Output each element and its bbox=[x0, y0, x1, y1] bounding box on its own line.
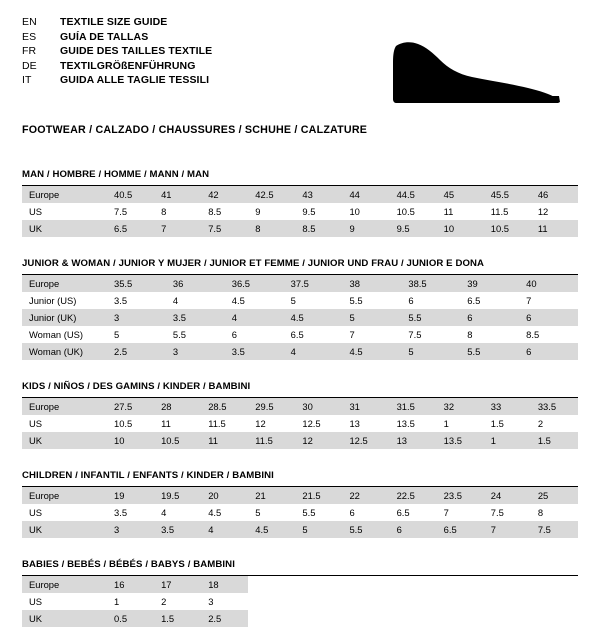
size-cell: 41 bbox=[154, 186, 201, 203]
size-cell: 5.5 bbox=[401, 309, 460, 326]
size-cell: 5 bbox=[114, 329, 120, 340]
row-label: Europe bbox=[22, 398, 107, 415]
size-cell: 7.5 bbox=[201, 220, 248, 237]
size-cell: 7.5 bbox=[490, 507, 504, 518]
size-cell: 11 bbox=[443, 206, 454, 217]
size-cell: 7.5 bbox=[408, 329, 422, 340]
size-cell: 4 bbox=[284, 343, 343, 360]
size-cell: 45.5 bbox=[484, 186, 531, 203]
size-cell: 13 bbox=[390, 432, 437, 449]
size-cell: 39 bbox=[460, 275, 519, 292]
size-cell: 6.5 bbox=[396, 507, 410, 518]
size-cell: 19 bbox=[107, 487, 154, 504]
row-label: Junior (US) bbox=[29, 295, 77, 306]
size-cell-empty bbox=[437, 576, 484, 593]
size-cell: 3 bbox=[208, 596, 214, 607]
section-kids bbox=[22, 381, 578, 449]
size-cell: 5 bbox=[343, 309, 402, 326]
size-cell: 4.5 bbox=[343, 343, 402, 360]
size-cell: 4.5 bbox=[208, 507, 222, 518]
size-cell: 30 bbox=[295, 398, 342, 415]
size-cell: 8 bbox=[537, 507, 544, 518]
size-cell: 6 bbox=[460, 309, 519, 326]
size-cell: 1.5 bbox=[490, 418, 504, 429]
size-cell: 11 bbox=[201, 432, 248, 449]
size-cell: 7.5 bbox=[531, 521, 578, 538]
size-cell: 8 bbox=[161, 206, 167, 217]
size-cell: 3.5 bbox=[114, 295, 128, 306]
size-cell: 1.5 bbox=[531, 432, 578, 449]
size-cell: 6 bbox=[390, 521, 437, 538]
size-cell: 19.5 bbox=[154, 487, 201, 504]
size-table-babies bbox=[22, 576, 578, 627]
size-table-man bbox=[22, 186, 578, 237]
size-cell: 6.5 bbox=[437, 521, 484, 538]
section-title: KIDS / NIÑOS / DES GAMINS / KINDER / BAMBINI bbox=[22, 381, 578, 398]
size-cell: 25 bbox=[531, 487, 578, 504]
size-cell: 23.5 bbox=[437, 487, 484, 504]
size-cell: 20 bbox=[201, 487, 248, 504]
size-cell-empty bbox=[437, 610, 484, 627]
size-cell: 7 bbox=[154, 220, 201, 237]
language-code: EN bbox=[22, 16, 37, 28]
section-man bbox=[22, 169, 578, 237]
size-cell: 27.5 bbox=[107, 398, 154, 415]
size-cell: 3 bbox=[107, 309, 166, 326]
size-cell: 33 bbox=[484, 398, 531, 415]
size-cell: 5.5 bbox=[302, 507, 316, 518]
size-cell: 10.5 bbox=[154, 432, 201, 449]
size-cell: 9.5 bbox=[390, 220, 437, 237]
dress-shoe-icon bbox=[388, 36, 568, 106]
row-label: Woman (UK) bbox=[22, 343, 107, 360]
size-cell: 22.5 bbox=[390, 487, 437, 504]
size-cell: 31.5 bbox=[390, 398, 437, 415]
table-row bbox=[22, 415, 578, 432]
size-cell: 8 bbox=[467, 329, 473, 340]
section-title: JUNIOR & WOMAN / JUNIOR Y MUJER / JUNIOR ET FEMME / JUNIOR UND FRAU / JUNIOR E DONA bbox=[22, 258, 578, 275]
size-cell: 6 bbox=[349, 507, 355, 518]
row-label: Europe bbox=[22, 186, 107, 203]
size-cell: 44.5 bbox=[390, 186, 437, 203]
size-cell: 2.5 bbox=[107, 343, 166, 360]
size-cell: 7 bbox=[443, 507, 449, 518]
section-babies bbox=[22, 559, 578, 627]
language-code: DE bbox=[22, 59, 37, 72]
size-cell: 6 bbox=[519, 343, 578, 360]
size-cell: 2.5 bbox=[201, 610, 248, 627]
size-cell: 21.5 bbox=[295, 487, 342, 504]
size-cell: 1 bbox=[443, 418, 449, 429]
size-cell: 11.5 bbox=[490, 206, 509, 217]
size-cell: 1.5 bbox=[154, 610, 201, 627]
size-cell: 7.5 bbox=[114, 206, 128, 217]
row-label: Europe bbox=[22, 275, 107, 292]
row-label: UK bbox=[22, 432, 107, 449]
size-cell: 1 bbox=[484, 432, 531, 449]
size-cell: 7 bbox=[526, 295, 532, 306]
size-cell: 42.5 bbox=[248, 186, 295, 203]
size-cell: 4.5 bbox=[248, 521, 295, 538]
language-title-list bbox=[22, 16, 212, 89]
size-cell: 16 bbox=[107, 576, 154, 593]
table-row bbox=[22, 186, 578, 203]
size-cell: 10 bbox=[107, 432, 154, 449]
table-row bbox=[22, 326, 578, 343]
size-cell: 2 bbox=[537, 418, 544, 429]
size-cell: 11.5 bbox=[248, 432, 295, 449]
size-cell-empty bbox=[484, 576, 531, 593]
table-row bbox=[22, 292, 578, 309]
language-code: ES bbox=[22, 30, 37, 43]
size-cell: 3.5 bbox=[114, 507, 128, 518]
size-cell: 4.5 bbox=[284, 309, 343, 326]
size-cell-empty bbox=[248, 576, 295, 593]
size-cell-empty bbox=[295, 593, 342, 610]
size-cell: 11.5 bbox=[208, 418, 226, 429]
size-cell: 6 bbox=[408, 295, 414, 306]
size-cell-empty bbox=[295, 576, 342, 593]
size-cell: 3 bbox=[107, 521, 154, 538]
size-cell: 8.5 bbox=[526, 329, 540, 340]
size-cell: 12.5 bbox=[302, 418, 321, 429]
size-cell: 6.5 bbox=[467, 295, 481, 306]
size-cell: 6 bbox=[231, 329, 237, 340]
footwear-banner: FOOTWEAR / CALZADO / CHAUSSURES / SCHUHE / CALZATURE bbox=[22, 124, 368, 136]
size-cell: 32 bbox=[437, 398, 484, 415]
row-label: US bbox=[29, 596, 43, 607]
size-cell-empty bbox=[295, 610, 342, 627]
size-cell: 38.5 bbox=[401, 275, 460, 292]
table-row bbox=[22, 275, 578, 292]
size-cell: 44 bbox=[342, 186, 389, 203]
size-cell: 29.5 bbox=[248, 398, 295, 415]
row-label: Europe bbox=[22, 487, 107, 504]
size-cell: 11 bbox=[531, 220, 578, 237]
section-children bbox=[22, 470, 578, 538]
size-cell: 3 bbox=[166, 343, 225, 360]
section-title: MAN / HOMBRE / HOMME / MANN / MAN bbox=[22, 169, 578, 186]
size-cell: 10 bbox=[349, 206, 360, 217]
size-cell: 8.5 bbox=[295, 220, 342, 237]
size-cell: 18 bbox=[201, 576, 248, 593]
size-cell: 4 bbox=[201, 521, 248, 538]
table-row bbox=[22, 487, 578, 504]
size-cell: 6.5 bbox=[290, 329, 304, 340]
language-row bbox=[22, 45, 212, 60]
size-cell: 17 bbox=[154, 576, 201, 593]
size-table-kids bbox=[22, 398, 578, 449]
size-cell: 4 bbox=[161, 507, 167, 518]
size-cell: 1 bbox=[114, 596, 120, 607]
size-cell-empty bbox=[248, 593, 295, 610]
language-title: GUIDE DES TAILLES TEXTILE bbox=[60, 45, 213, 58]
size-cell: 33.5 bbox=[531, 398, 578, 415]
size-cell: 5 bbox=[255, 507, 261, 518]
size-cell-empty bbox=[437, 593, 484, 610]
row-label: US bbox=[29, 206, 43, 217]
language-title: TEXTILGRÖßENFÜHRUNG bbox=[60, 59, 196, 72]
size-cell: 40.5 bbox=[107, 186, 154, 203]
size-cell: 10.5 bbox=[114, 418, 133, 429]
language-code: FR bbox=[22, 45, 37, 58]
size-cell: 10 bbox=[437, 220, 484, 237]
size-cell: 22 bbox=[342, 487, 389, 504]
size-cell-empty bbox=[342, 576, 389, 593]
size-cell: 3.5 bbox=[154, 521, 201, 538]
table-row bbox=[22, 593, 578, 610]
size-cell: 24 bbox=[484, 487, 531, 504]
size-cell: 4 bbox=[225, 309, 284, 326]
size-cell: 13.5 bbox=[396, 418, 415, 429]
document-header bbox=[22, 16, 578, 108]
size-cell: 12 bbox=[295, 432, 342, 449]
language-code: IT bbox=[22, 74, 32, 87]
size-cell: 5.5 bbox=[349, 295, 363, 306]
size-cell: 36.5 bbox=[225, 275, 284, 292]
size-cell: 5.5 bbox=[342, 521, 389, 538]
size-cell: 5 bbox=[295, 521, 342, 538]
table-row bbox=[22, 521, 578, 538]
row-label: UK bbox=[22, 610, 107, 627]
size-cell: 13 bbox=[349, 418, 360, 429]
table-row bbox=[22, 220, 578, 237]
language-title: GUIDA ALLE TAGLIE TESSILI bbox=[60, 74, 210, 87]
row-label: UK bbox=[22, 220, 107, 237]
size-cell: 6.5 bbox=[107, 220, 154, 237]
size-cell: 4.5 bbox=[231, 295, 245, 306]
size-cell: 38 bbox=[343, 275, 402, 292]
size-cell-empty bbox=[342, 593, 389, 610]
row-label: UK bbox=[22, 521, 107, 538]
size-cell: 40 bbox=[519, 275, 578, 292]
size-cell: 9 bbox=[342, 220, 389, 237]
language-row bbox=[22, 60, 212, 75]
size-cell-empty bbox=[484, 593, 531, 610]
language-row bbox=[22, 31, 212, 46]
section-junior-woman bbox=[22, 258, 578, 360]
size-cell-empty bbox=[531, 576, 578, 593]
size-table-children bbox=[22, 487, 578, 538]
size-cell: 3.5 bbox=[225, 343, 284, 360]
size-cell-empty bbox=[390, 593, 437, 610]
table-row bbox=[22, 343, 578, 360]
size-cell: 9.5 bbox=[302, 206, 316, 217]
size-cell: 21 bbox=[248, 487, 295, 504]
section-title: CHILDREN / INFANTIL / ENFANTS / KINDER / BAMBINI bbox=[22, 470, 578, 487]
size-cell: 45 bbox=[437, 186, 484, 203]
size-cell: 13.5 bbox=[437, 432, 484, 449]
size-cell: 10.5 bbox=[396, 206, 415, 217]
size-cell: 6 bbox=[519, 309, 578, 326]
language-title: GUÍA DE TALLAS bbox=[60, 30, 149, 43]
row-label: US bbox=[29, 418, 43, 429]
size-cell: 5.5 bbox=[172, 329, 186, 340]
row-label: Europe bbox=[22, 576, 107, 593]
size-cell: 12 bbox=[537, 206, 549, 217]
table-row bbox=[22, 432, 578, 449]
size-cell: 5 bbox=[401, 343, 460, 360]
language-title: TEXTILE SIZE GUIDE bbox=[60, 16, 168, 28]
size-cell: 46 bbox=[531, 186, 578, 203]
size-cell-empty bbox=[390, 576, 437, 593]
size-cell: 28.5 bbox=[201, 398, 248, 415]
size-cell-empty bbox=[390, 610, 437, 627]
table-row bbox=[22, 576, 578, 593]
size-cell: 28 bbox=[154, 398, 201, 415]
size-cell: 12.5 bbox=[342, 432, 389, 449]
size-cell-empty bbox=[342, 610, 389, 627]
size-cell: 8 bbox=[248, 220, 295, 237]
size-cell-empty bbox=[248, 610, 295, 627]
row-label: Junior (UK) bbox=[22, 309, 107, 326]
size-cell: 5 bbox=[290, 295, 296, 306]
size-cell: 36 bbox=[166, 275, 225, 292]
size-cell: 31 bbox=[342, 398, 389, 415]
table-row bbox=[22, 398, 578, 415]
size-cell: 43 bbox=[295, 186, 342, 203]
size-cell: 37.5 bbox=[284, 275, 343, 292]
size-cell-empty bbox=[484, 610, 531, 627]
size-cell: 4 bbox=[172, 295, 179, 306]
size-cell: 9 bbox=[255, 206, 261, 217]
size-cell: 42 bbox=[201, 186, 248, 203]
size-cell: 0.5 bbox=[107, 610, 154, 627]
size-cell: 2 bbox=[161, 596, 167, 607]
size-cell-empty bbox=[531, 593, 578, 610]
size-cell: 7 bbox=[349, 329, 355, 340]
table-row bbox=[22, 610, 578, 627]
size-cell: 5.5 bbox=[460, 343, 519, 360]
row-label: Woman (US) bbox=[29, 329, 84, 340]
table-row bbox=[22, 504, 578, 521]
table-row bbox=[22, 309, 578, 326]
size-cell: 7 bbox=[484, 521, 531, 538]
size-cell: 3.5 bbox=[166, 309, 225, 326]
size-cell: 10.5 bbox=[484, 220, 531, 237]
language-row bbox=[22, 16, 212, 31]
row-label: US bbox=[29, 507, 43, 518]
size-cell: 35.5 bbox=[107, 275, 166, 292]
size-cell-empty bbox=[531, 610, 578, 627]
table-row bbox=[22, 203, 578, 220]
language-row bbox=[22, 74, 212, 89]
size-cell: 8.5 bbox=[208, 206, 222, 217]
section-title: BABIES / BEBÉS / BÉBÉS / BABYS / BAMBINI bbox=[22, 559, 578, 576]
size-table-junior-woman bbox=[22, 275, 578, 360]
size-cell: 11 bbox=[161, 418, 171, 429]
size-cell: 12 bbox=[255, 418, 266, 429]
